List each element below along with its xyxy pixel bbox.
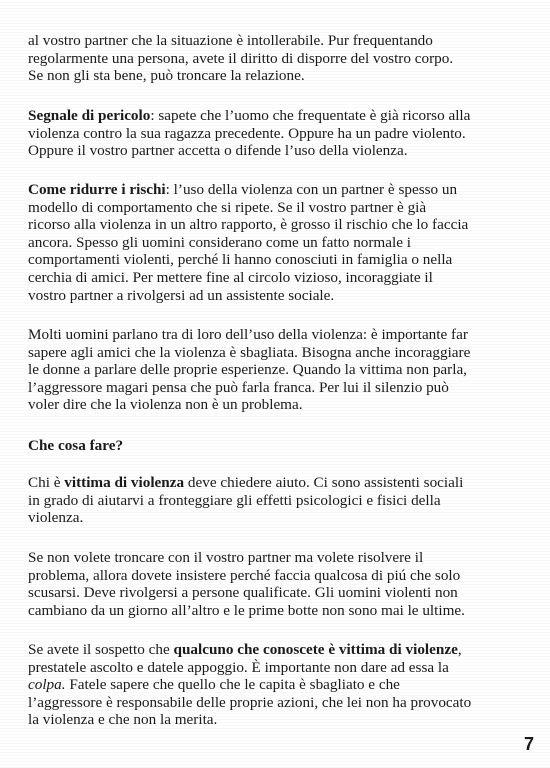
suspect-line3-text: Fatele sapere che quello che le capita è sbagliato e che [65,676,400,694]
paragraph-danger-signal [28,107,533,160]
text-line: violenza. [28,509,84,527]
text-line [28,641,533,659]
text-line: ancora. Spesso gli uomini considerano come un fatto normale i [28,233,411,251]
suspect-line1-pre: Se avete il sospetto che [28,641,174,658]
text-line: Se non volete troncare con il vostro partner ma volete risolvere il [28,549,424,566]
suspect-line1-text: , [457,641,462,658]
page-number: 7 [523,734,534,754]
text-line: prestatele ascolto e datele appoggio. È importante non dare ad essa la [28,658,449,676]
victim-line1-text: deve chiedere aiuto. Ci sono assistenti sociali [184,474,464,491]
text-line: vostro partner a rivolgersi ad un assistente sociale. [28,286,335,304]
text-line: cambiano da un giorno all’altro e le prime botte non sono mai le ultime. [28,601,465,619]
paragraph-suspect [28,641,533,729]
victim-bold-phrase: vittima di violenza [64,474,185,491]
paragraph-partner [28,549,533,619]
text-line: in grado di aiutarvi a fronteggiare gli effetti psicologici e fisici della [28,491,441,509]
text-line: Se non gli sta bene, può troncare la relazione. [28,67,305,85]
suspect-italic-word: colpa. [28,676,66,694]
reduce-line1-text: : l’uso della violenza con un partner è spesso un [165,181,458,198]
text-line [28,181,533,199]
text-line: le donne a parlare delle proprie esperienze. Quando la vittima non parla, [28,361,467,379]
reduce-heading: Come ridurre i rischi [28,181,166,198]
section-heading-text: Che cosa fare? [28,437,124,454]
text-line: cerchia di amici. Per mettere fine al circolo vizioso, incoraggiate il [28,268,433,286]
text-line [28,474,533,492]
paragraph-men-talk [28,326,533,414]
text-line [28,107,533,125]
paragraph-reduce-risks [28,181,533,304]
text-line: violenza contro la sua ragazza precedente. Oppure ha un padre violento. [28,124,466,142]
text-line: comportamenti violenti, perché li hanno conosciuti in famiglia o nella [28,251,453,269]
text-line: al vostro partner che la situazione è intollerabile. Pur frequentando [28,32,433,49]
danger-line1-text: : sapete che l’uomo che frequentate è già ricorso alla [150,107,471,124]
danger-heading: Segnale di pericolo [28,107,151,124]
text-line: ricorso alla violenza in un altro rapporto, è grosso il rischio che lo faccia [28,216,469,234]
text-line: Molti uomini parlano tra di loro dell’uso della violenza: è importante far [28,326,468,343]
paragraph-intro [28,32,533,85]
text-line: voler dire che la violenza non è un problema. [28,396,303,414]
text-line: sapere agli amici che la violenza è sbagliata. Bisogna anche incoraggiare [28,343,471,361]
text-line: scusarsi. Deve rivolgersi a persone qualificate. Gli uomini violenti non [28,584,458,602]
text-line: Oppure il vostro partner accetta o difende l’uso della violenza. [28,142,408,160]
suspect-bold-phrase: qualcuno che conoscete è vittima di violenze [173,641,458,658]
text-line [28,676,533,694]
paragraph-victim [28,474,533,527]
text-line: l’aggressore magari pensa che può farla franca. Per lui il silenzio può [28,378,449,396]
victim-line1-pre: Chi è [28,474,65,491]
text-line: modello di comportamento che si ripete. Se il vostro partner è già [28,198,427,216]
text-line: regolarmente una persona, avete il diritto di disporre del vostro corpo. [28,49,454,67]
text-line: l’aggressore è responsabile delle proprie azioni, che lei non ha provocato [28,693,472,711]
text-line: la violenza e che non la merita. [28,711,218,729]
section-heading [28,437,533,455]
text-line: problema, allora dovete insistere perché faccia qualcosa di piú che solo [28,566,461,584]
